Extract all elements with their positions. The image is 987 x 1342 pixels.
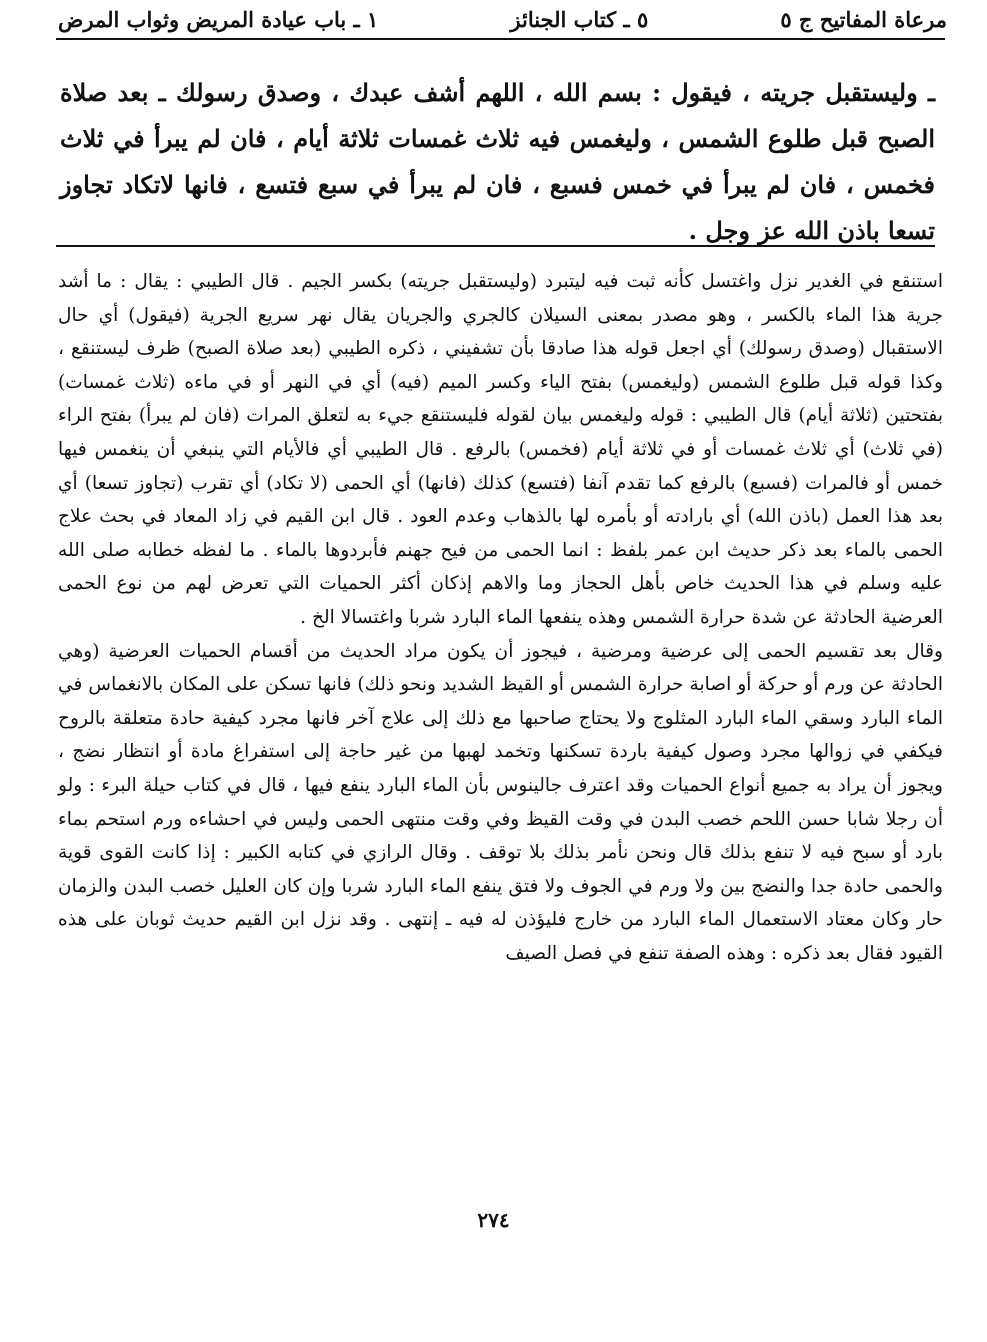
header-section-title: ١ ـ باب عيادة المريض وثواب المرض xyxy=(58,6,379,32)
header-book-volume: مرعاة المفاتيح ج ٥ xyxy=(780,6,947,32)
hadith-text: ـ وليستقبل جريته ، فيقول : بسم الله ، اللهم أشف عبدك ، وصدق رسولك ـ بعد صلاة الصبح قبل طلوع الشمس ، وليغمس فيه ثلاث غمسات ثلاثة أيام ، فان لم يبرأ في ثلاث فخمس ، فان لم يبرأ في خمس فسبع ، فان لم يبرأ في سبع فتسع ، فانها لاتكاد تجاوز تسعا باذن الله عز وجل . xyxy=(60,78,936,245)
header-book-chapter: ٥ ـ كتاب الجنائز xyxy=(510,6,649,32)
commentary-paragraph: استنقع في الغدير نزل واغتسل كأنه ثبت فيه ليتبرد (وليستقبل جريته) بكسر الجيم . قال الطيبي : يقال : ما أشد جرية هذا الماء بالكسر ، وهو مصدر بمعنى السيلان كالجري والجريان يقال نهر سريع الجرية (فيقول) أي حال الاستقبال (وصدق رسولك) أي اجعل قوله هذا صادقا بأن تشفيني ، ذكره الطيبي (بعد صلاة الصبح) ظرف ليستنقع ، وكذا قوله قبل طلوع الشمس (وليغمس) بفتح الياء وكسر الميم (فيه) أي في النهر أو في ماءه (ثلاث غمسات) بفتحتين (ثلاثة أيام) قال الطيبي : قوله وليغمس بيان لقوله فليستنقع جيء به لتعلق المرات (فان لم يبرأ) بفتح الراء (في ثلاث) أي ثلاث غمسات أو في ثلاثة أيام (فخمس) بالرفع . قال الطيبي أي فالأيام التي ينبغي أن ينغمس فيها خمس أو فالمرات (فسبع) بالرفع كما تقدم آنفا (فتسع) كذلك (فانها) أي الحمى (لا تكاد) أي تقرب (تجاوز تسعا) أي بعد هذا العمل (باذن الله) أي بارادته أو بأمره لها بالذهاب وعدم العود . قال ابن القيم في زاد المعاد في بحث علاج الحمى بالماء بعد ذكر حديث ابن عمر بلفظ : انما الحمى من فيح جهنم فأبردوها بالماء . ما لفظه خطابه صلى الله عليه وسلم في هذا الحديث خاص بأهل الحجاز وما والاهم إذكان أكثر الحميات التي تعرض لهم من نوع الحمى العرضية الحادثة عن شدة حرارة الشمس وهذه ينفعها الماء البارد شربا واغتسالا الخ . xyxy=(58,271,943,628)
commentary-text xyxy=(58,265,943,970)
page-number: ٢٧٤ xyxy=(477,1208,510,1232)
header-divider xyxy=(56,38,945,40)
running-header xyxy=(58,2,947,36)
commentary-paragraph: وقال بعد تقسيم الحمى إلى عرضية ومرضية ، فيجوز أن يكون مراد الحديث من أقسام الحميات العرضية (وهي الحادثة عن ورم أو حركة أو اصابة حرارة الشمس أو القيظ الشديد ونحو ذلك) فانها تسكن على المكان بالانغماس في الماء البارد وسقي الماء البارد المثلوج ولا يحتاج صاحبها مع ذلك إلى علاج آخر فانها مجرد كيفية حادة متعلقة بالروح فيكفي في زوالها مجرد وصول كيفية باردة تسكنها وتخمد لهبها من غير حاجة إلى استفراغ مادة أو انتظار نضج ، ويجوز أن يراد به جميع أنواع الحميات وقد اعترف جالينوس بأن الماء البارد ينفع فيها ، قال في كتاب حيلة البرء : ولو أن رجلا شابا حسن اللحم خصب البدن في وقت القيظ وفي وقت منتهى الحمى وليس في احشاءه ورم استحم بماء بارد أو سبح فيه لا تنفع بذلك قال ونحن نأمر بذلك بلا توقف . وقال الرازي في كتابه الكبير : إذا كانت القوى قوية والحمى حادة جدا والنضج بين ولا ورم في الجوف ولا فتق ينفع الماء البارد شربا وإن كان العليل خصب البدن والزمان حار وكان معتاد الاستعمال الماء البارد من خارج فليؤذن له فيه ـ إنتهى . وقد نزل ابن القيم حديث ثوبان على هذه القيود فقال بعد ذكره : وهذه الصفة تنفع في فصل الصيف xyxy=(58,640,943,964)
section-divider xyxy=(56,245,935,247)
